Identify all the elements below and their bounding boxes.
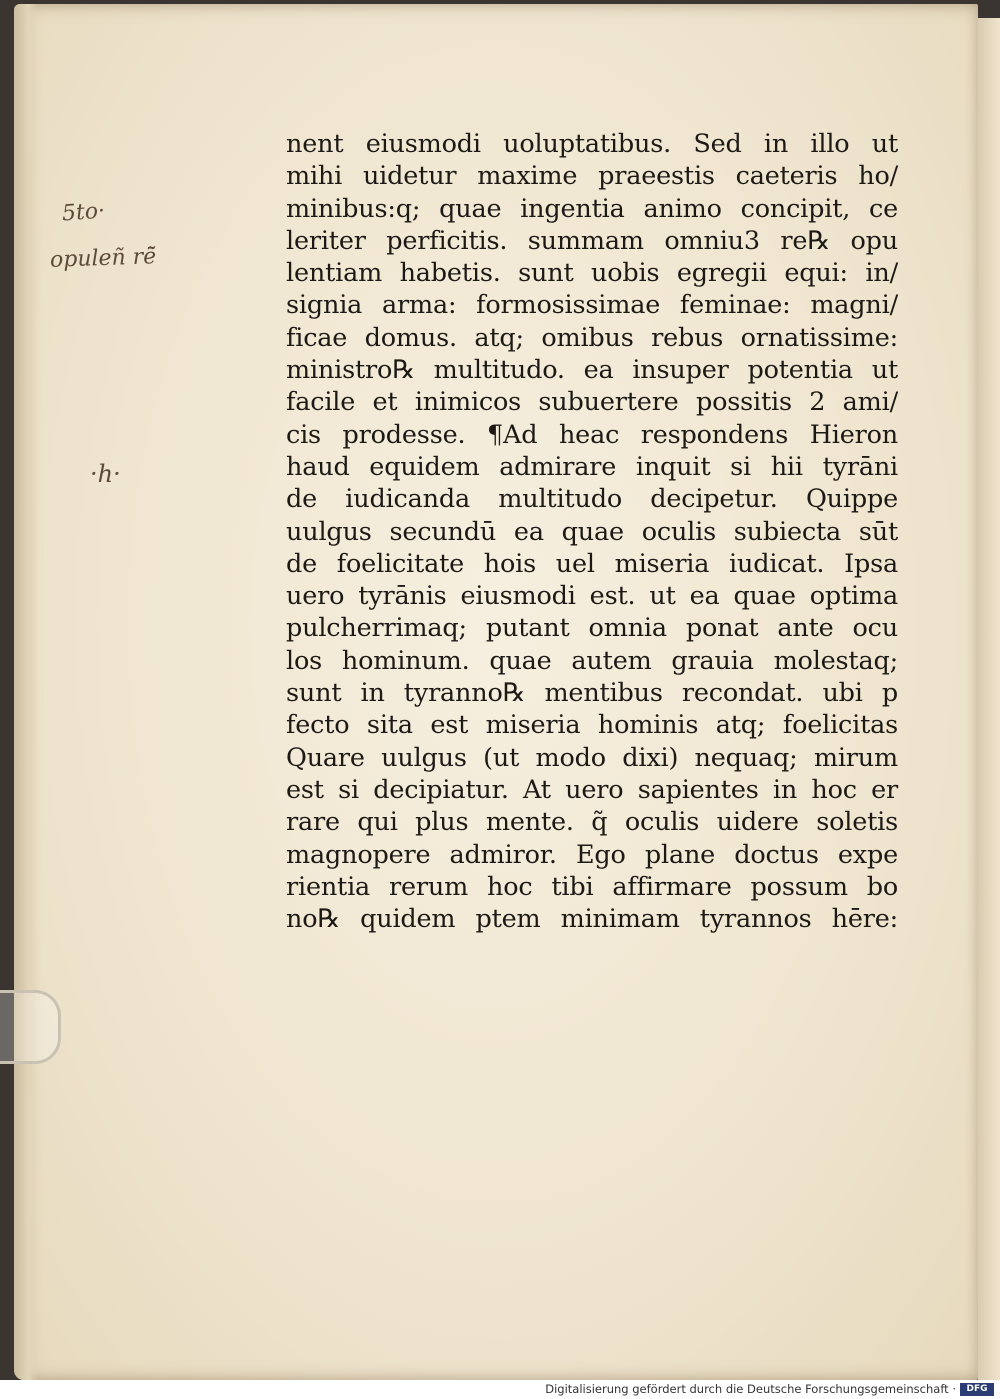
- text-line: leriter perficitis. summam omniu3 re℞ opu: [286, 225, 898, 256]
- text-line: facile et inimicos subuertere possitis 2 ami/: [286, 387, 898, 418]
- printed-text-block: [286, 128, 898, 935]
- text-line: cis prodesse. ¶Ad heac respondens Hieron: [286, 419, 898, 450]
- text-line: uero tyrānis eiusmodi est. ut ea quae optima: [286, 581, 898, 612]
- text-line: haud equidem admirare inquit si hii tyrāni: [286, 451, 898, 482]
- text-line: nent eiusmodi uoluptatibus. Sed in illo ut: [286, 129, 898, 159]
- text-line: ficae domus. atq; omibus rebus ornatissime:: [286, 322, 898, 353]
- funding-credit: Digitalisierung gefördert durch die Deutsche Forschungsgemeinschaft ·: [545, 1382, 956, 1396]
- text-line: no℞ quidem ptem minimam tyrannos hēre:: [286, 904, 898, 935]
- text-line: los hominum. quae autem grauia molestaq;: [286, 645, 898, 676]
- text-line: est si decipiatur. At uero sapientes in hoc er: [286, 774, 898, 805]
- text-line: lentiam habetis. sunt uobis egregii equi: in/: [286, 258, 898, 289]
- text-line: de iudicanda multitudo decipetur. Quippe: [286, 484, 898, 515]
- text-line: sunt in tyranno℞ mentibus recondat. ubi p: [286, 678, 898, 709]
- text-line: Quare uulgus (ut modo dixi) nequaq; mirum: [286, 742, 898, 773]
- text-line: rare qui plus mente. q̃ oculis uidere soletis: [286, 807, 898, 838]
- text-line: signia arma: formosissimae feminae: magni/: [286, 290, 898, 321]
- text-line: mihi uidetur maxime praeestis caeteris ho/: [286, 161, 898, 192]
- marginal-note-3: ·h·: [90, 460, 121, 488]
- text-line: magnopere admiror. Ego plane doctus expe: [286, 839, 898, 870]
- footer-bar: [0, 1380, 1000, 1399]
- text-line: uulgus secundū ea quae oculis subiecta sūt: [286, 516, 898, 547]
- text-line: ministro℞ multitudo. ea insuper potentia ut: [286, 355, 898, 386]
- book-clasp: [0, 990, 61, 1064]
- next-leaf-edge: [978, 18, 1000, 1380]
- dfg-logo: DFG: [960, 1383, 994, 1396]
- gutter-shadow: [14, 4, 38, 1380]
- marginal-note-2: opuleñ rē̃: [49, 244, 157, 273]
- text-line: fecto sita est miseria hominis atq; foelicitas: [286, 710, 898, 741]
- text-line: rientia rerum hoc tibi affirmare possum bo: [286, 871, 898, 902]
- marginal-note-1: 5to·: [61, 198, 106, 227]
- text-line: minibus:q; quae ingentia animo concipit, ce: [286, 193, 898, 224]
- text-line: de foelicitate hois uel miseria iudicat. Ipsa: [286, 548, 898, 579]
- text-line: pulcherrimaq; putant omnia ponat ante ocu: [286, 613, 898, 644]
